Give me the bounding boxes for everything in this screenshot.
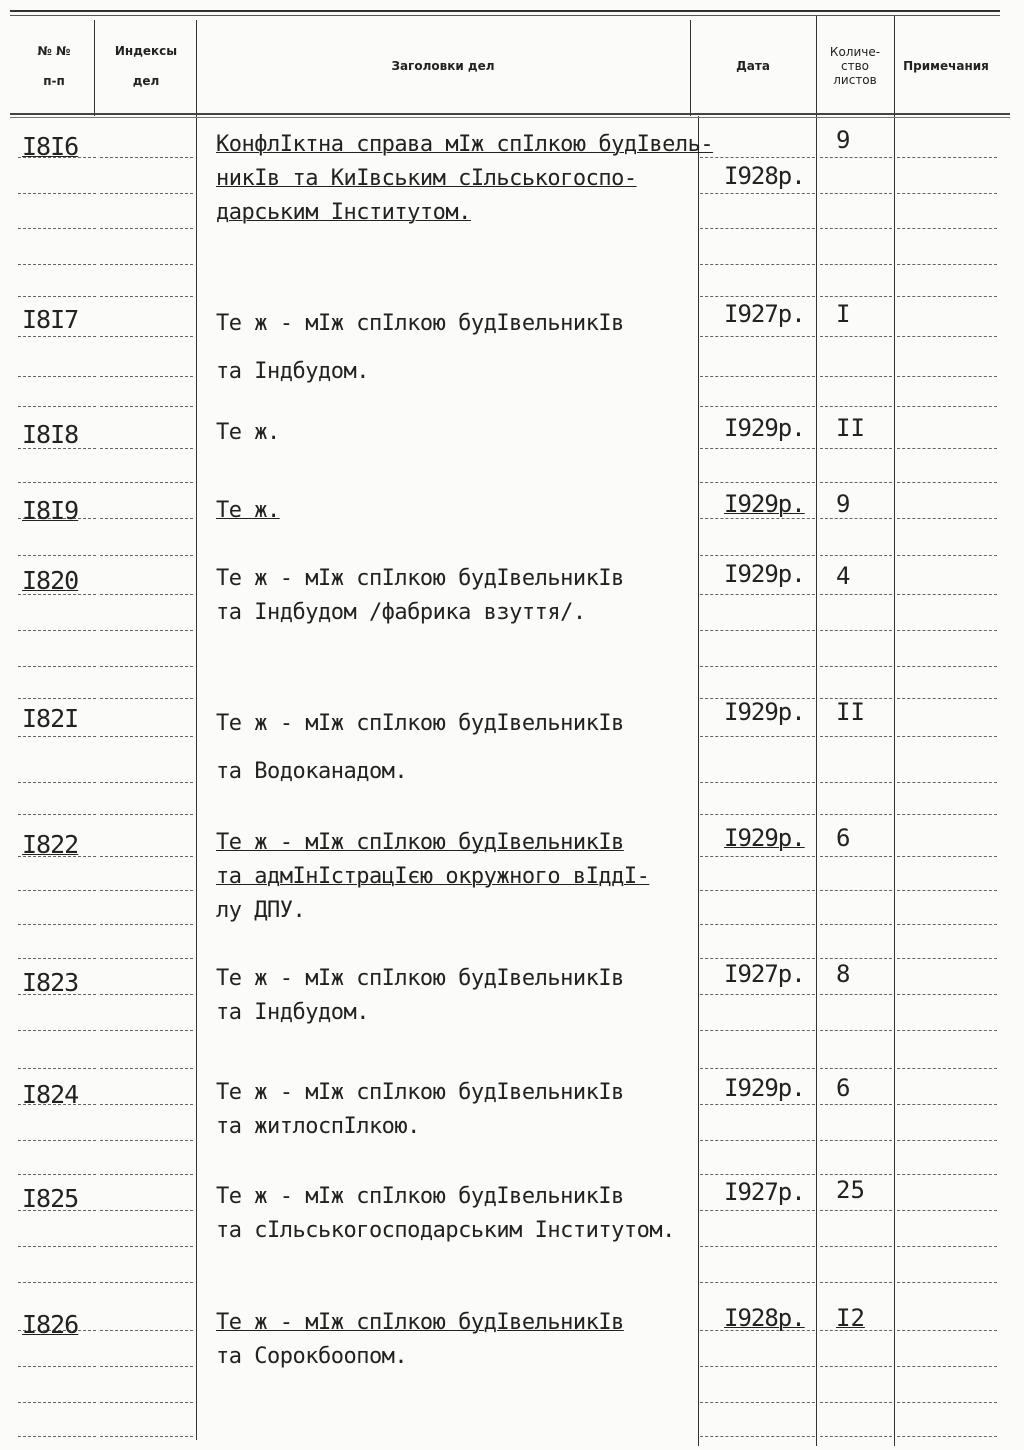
row-title <box>216 700 716 796</box>
top-border <box>10 10 1000 12</box>
header-index <box>96 20 196 112</box>
col-divider-index <box>196 20 197 1440</box>
row-date: I929р. <box>724 824 805 852</box>
row-title-line: Те ж - мIж спIлкою будIвельникIв <box>216 966 624 991</box>
header-no <box>14 20 94 112</box>
header-bottom-border-inner <box>10 117 1010 118</box>
row-sheets: II <box>836 414 865 442</box>
row-date: I929р. <box>724 698 805 726</box>
row-sheets: 25 <box>836 1176 865 1204</box>
row-number: I824 <box>22 1080 79 1109</box>
row-number: I8I8 <box>22 420 79 449</box>
row-title <box>216 1180 716 1248</box>
row-title <box>216 826 716 928</box>
row-title-line: Те ж - мIж спIлкою будIвельникIв <box>216 830 624 855</box>
row-date: I927р. <box>724 300 805 328</box>
row-title-line: та Водоканадом. <box>216 759 408 784</box>
row-date: I929р. <box>724 560 805 588</box>
row-title <box>216 962 716 1030</box>
row-title-line: Те ж - мIж спIлкою будIвельникIв <box>216 1310 624 1335</box>
row-date: I929р. <box>724 414 805 442</box>
row-title-line: КонфлIктна справа мIж спIлкою будIвель- <box>216 132 714 157</box>
row-title-line: та адмIнIстрацIєю окружного вIддI- <box>216 864 650 889</box>
row-title <box>216 128 716 230</box>
header-count <box>816 20 894 112</box>
header-count-label: Количе- <box>829 45 881 59</box>
header-titles <box>198 20 688 112</box>
header-date-label: Дата <box>736 59 770 73</box>
row-number: I826 <box>22 1310 79 1339</box>
col-divider-num <box>94 20 95 116</box>
row-date: I928р. <box>724 1304 805 1332</box>
row-number: I82I <box>22 704 79 733</box>
row-title-line: та Iндбудом /фабрика взуття/. <box>216 600 586 625</box>
row-title-line: Те ж. <box>216 498 280 523</box>
header-index-label: Индексы <box>114 44 178 58</box>
row-title-line: Те ж - мIж спIлкою будIвельникIв <box>216 566 624 591</box>
row-sheets: 8 <box>836 960 851 988</box>
header-index-sub: дел <box>132 74 160 88</box>
row-title-line: Те ж - мIж спIлкою будIвельникIв <box>216 311 624 336</box>
header-date <box>692 20 814 112</box>
row-sheets: II <box>836 698 865 726</box>
row-title-line: та Сорокбоопом. <box>216 1344 408 1369</box>
row-title-line: дарським Iнститутом. <box>216 200 471 225</box>
header-bottom-border <box>10 113 1010 115</box>
row-sheets: I2 <box>836 1304 865 1332</box>
header-titles-label: Заголовки дел <box>391 59 495 73</box>
row-number: I825 <box>22 1184 79 1213</box>
row-date: I927р. <box>724 960 805 988</box>
row-sheets: I <box>836 300 851 328</box>
header-count-label3: листов <box>833 73 877 87</box>
row-title <box>216 494 716 528</box>
header-no-label: № № <box>37 44 71 58</box>
row-number: I822 <box>22 830 79 859</box>
row-date: I928р. <box>724 162 805 190</box>
header-notes <box>896 20 996 112</box>
row-title <box>216 300 716 396</box>
row-title-line: та сIльськогосподарським Iнститутом. <box>216 1218 675 1243</box>
row-number: I8I6 <box>22 132 79 161</box>
row-title-line: та Iндбудом. <box>216 1000 369 1025</box>
row-sheets: 6 <box>836 824 851 852</box>
row-title <box>216 562 716 630</box>
col-divider-date <box>816 16 817 1446</box>
top-border-inner <box>10 15 1000 16</box>
row-sheets: 4 <box>836 562 851 590</box>
header-notes-label: Примечания <box>903 59 989 73</box>
row-title-line: Те ж - мIж спIлкою будIвельникIв <box>216 1080 624 1105</box>
row-sheets: 9 <box>836 126 851 154</box>
row-title-line: Те ж. <box>216 420 280 445</box>
row-number: I823 <box>22 968 79 997</box>
row-title-line: та Iндбудом. <box>216 359 369 384</box>
header-count-label2: ство <box>840 59 869 73</box>
row-title-line: та житлоспIлкою. <box>216 1114 420 1139</box>
header-no-sub: п-п <box>43 74 65 88</box>
row-title <box>216 1076 716 1144</box>
col-divider-count <box>894 16 895 1446</box>
row-title-line: никIв та КиIвським сIльськогоспо- <box>216 166 637 191</box>
row-title <box>216 416 716 450</box>
row-number: I8I7 <box>22 305 79 334</box>
row-title-line: Те ж - мIж спIлкою будIвельникIв <box>216 1184 624 1209</box>
row-date: I929р. <box>724 490 805 518</box>
row-sheets: 9 <box>836 490 851 518</box>
row-date: I929р. <box>724 1074 805 1102</box>
row-title <box>216 1306 716 1374</box>
row-sheets: 6 <box>836 1074 851 1102</box>
row-number: I820 <box>22 566 79 595</box>
row-title-line: лу ДПУ. <box>216 898 306 923</box>
row-title-line: Те ж - мIж спIлкою будIвельникIв <box>216 711 624 736</box>
row-number: I8I9 <box>22 496 79 525</box>
row-date: I927р. <box>724 1178 805 1206</box>
col-divider-title-header <box>690 20 691 116</box>
